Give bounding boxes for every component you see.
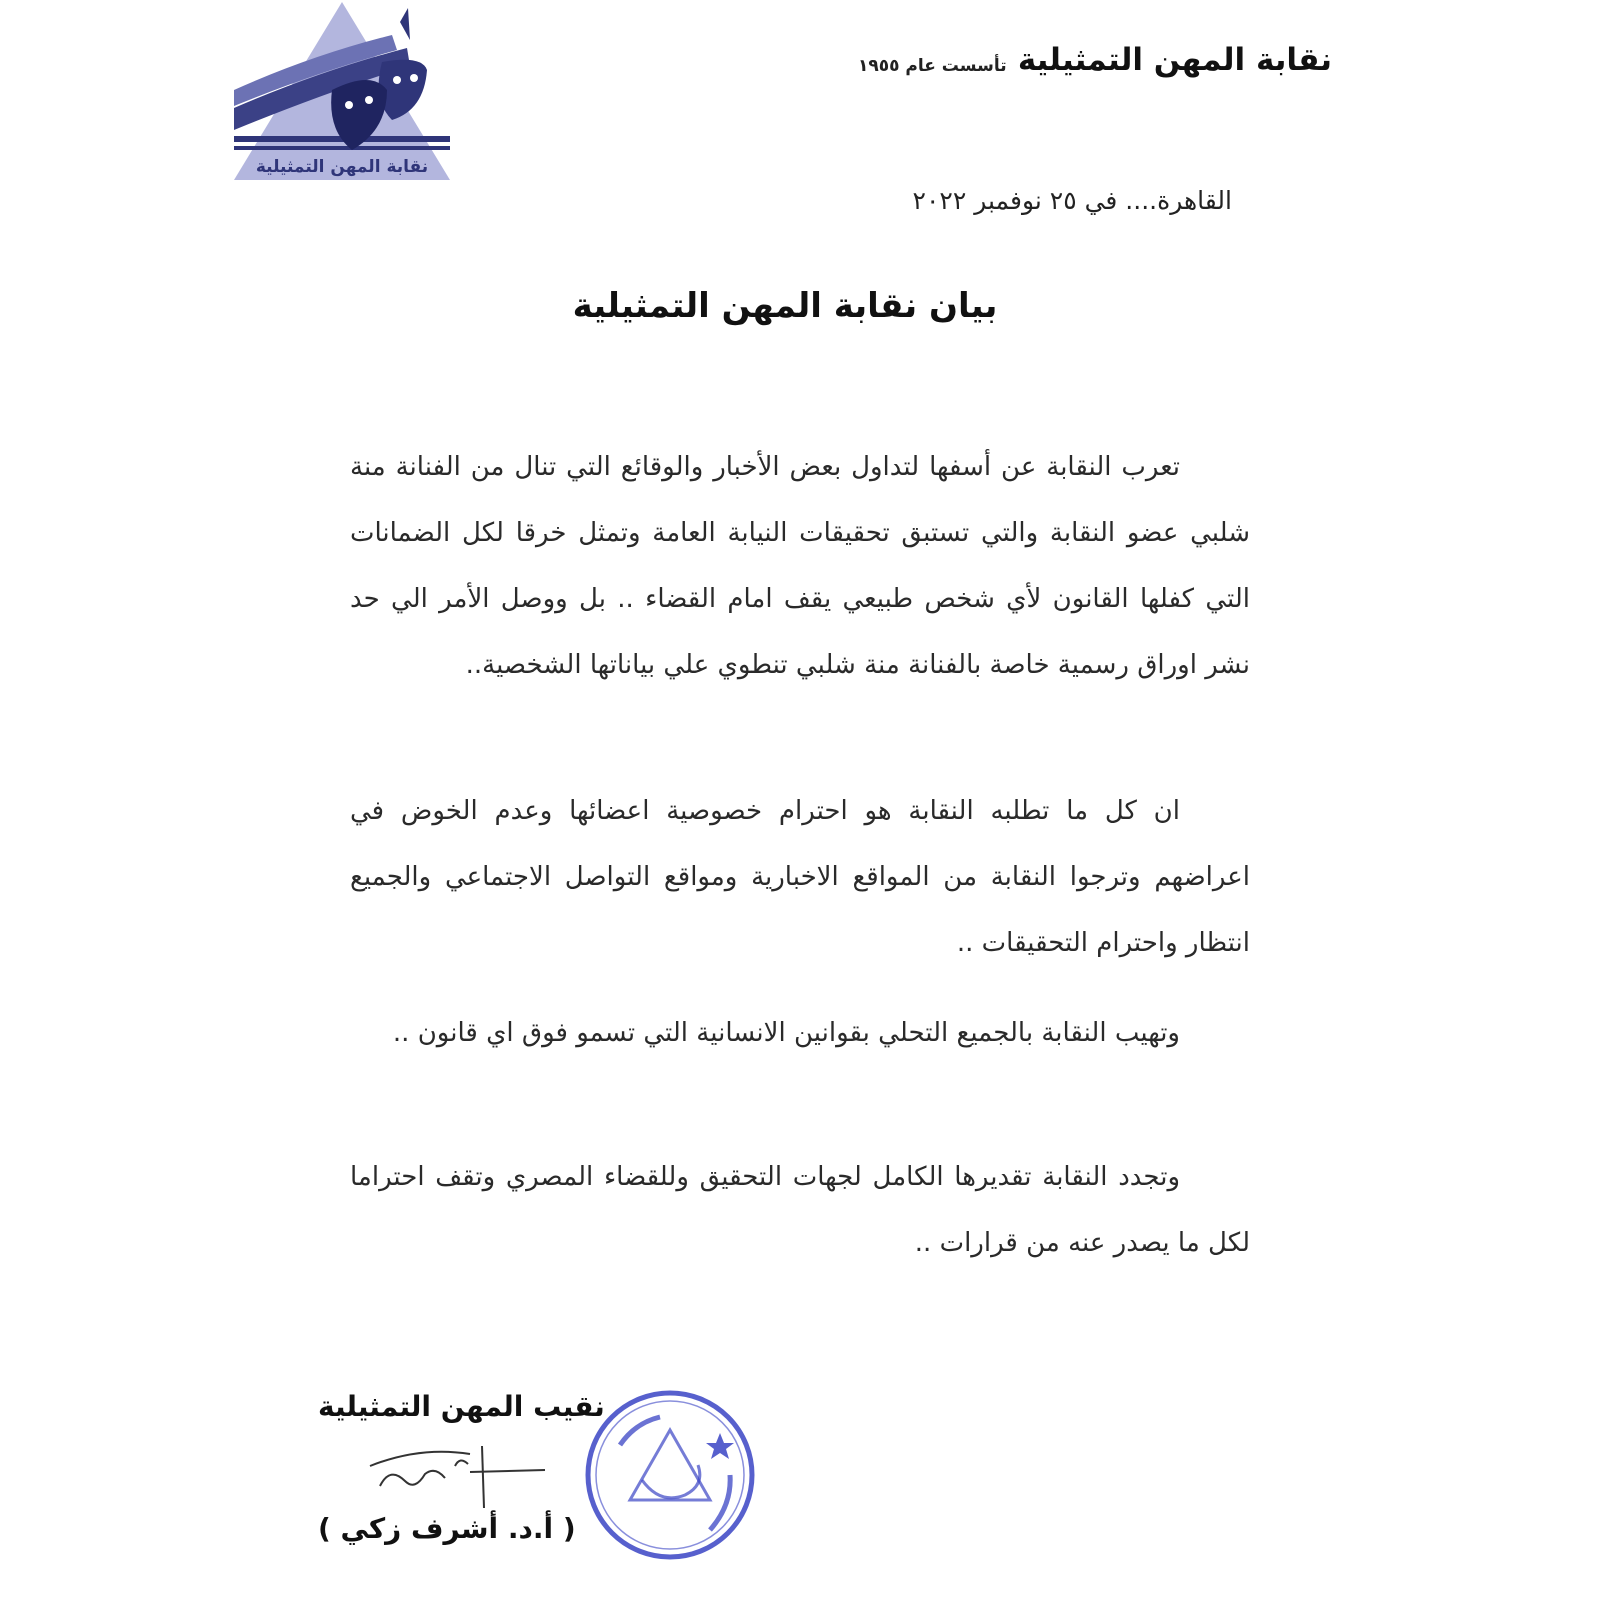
organization-name: نقابة المهن التمثيلية [1017, 42, 1332, 78]
handwritten-signature [360, 1436, 560, 1516]
body-paragraph [350, 1000, 1250, 1066]
statement-title: بيان نقابة المهن التمثيلية [572, 286, 998, 326]
body-paragraph [350, 1144, 1250, 1276]
official-stamp [580, 1385, 760, 1565]
body-paragraph [350, 778, 1250, 976]
logo-text: نقابة المهن التمثيلية [255, 157, 429, 177]
paragraph-text: ان كل ما تطلبه النقابة هو احترام خصوصية اعضائها وعدم الخوض في اعراضهم وترجوا النقابة من المواقع الاخبارية ومواقع التواصل الاجتماعي والجميع انتظار واحترام التحقيقات .. [350, 796, 1250, 958]
signatory-title: نقيب المهن التمثيلية [318, 1390, 605, 1423]
signatory-name: ( أ.د. أشرف زكي ) [318, 1512, 576, 1545]
established-year: تأسست عام ١٩٥٥ [858, 56, 1007, 76]
union-logo [232, 0, 462, 185]
theater-masks-icon [232, 0, 462, 185]
body-paragraph [350, 434, 1250, 698]
paragraph-text: تعرب النقابة عن أسفها لتداول بعض الأخبار والوقائع التي تنال من الفنانة منة شلبي عضو النقابة والتي تستبق تحقيقات النيابة العامة وتمثل خرقا لكل الضمانات التي كفلها القانون لأي شخص طبيعي يقف امام القضاء .. بل ووصل الأمر الي حد نشر اوراق رسمية خاصة بالفنانة منة شلبي تنطوي علي بياناتها الشخصية.. [350, 452, 1250, 680]
paragraph-text: وتجدد النقابة تقديرها الكامل لجهات التحقيق وللقضاء المصري وتقف احتراما لكل ما يصدر عنه من قرارات .. [350, 1162, 1250, 1258]
dateline: القاهرة.... في ٢٥ نوفمبر ٢٠٢٢ [912, 186, 1232, 215]
paragraph-text: وتهيب النقابة بالجميع التحلي بقوانين الانسانية التي تسمو فوق اي قانون .. [392, 1018, 1180, 1048]
